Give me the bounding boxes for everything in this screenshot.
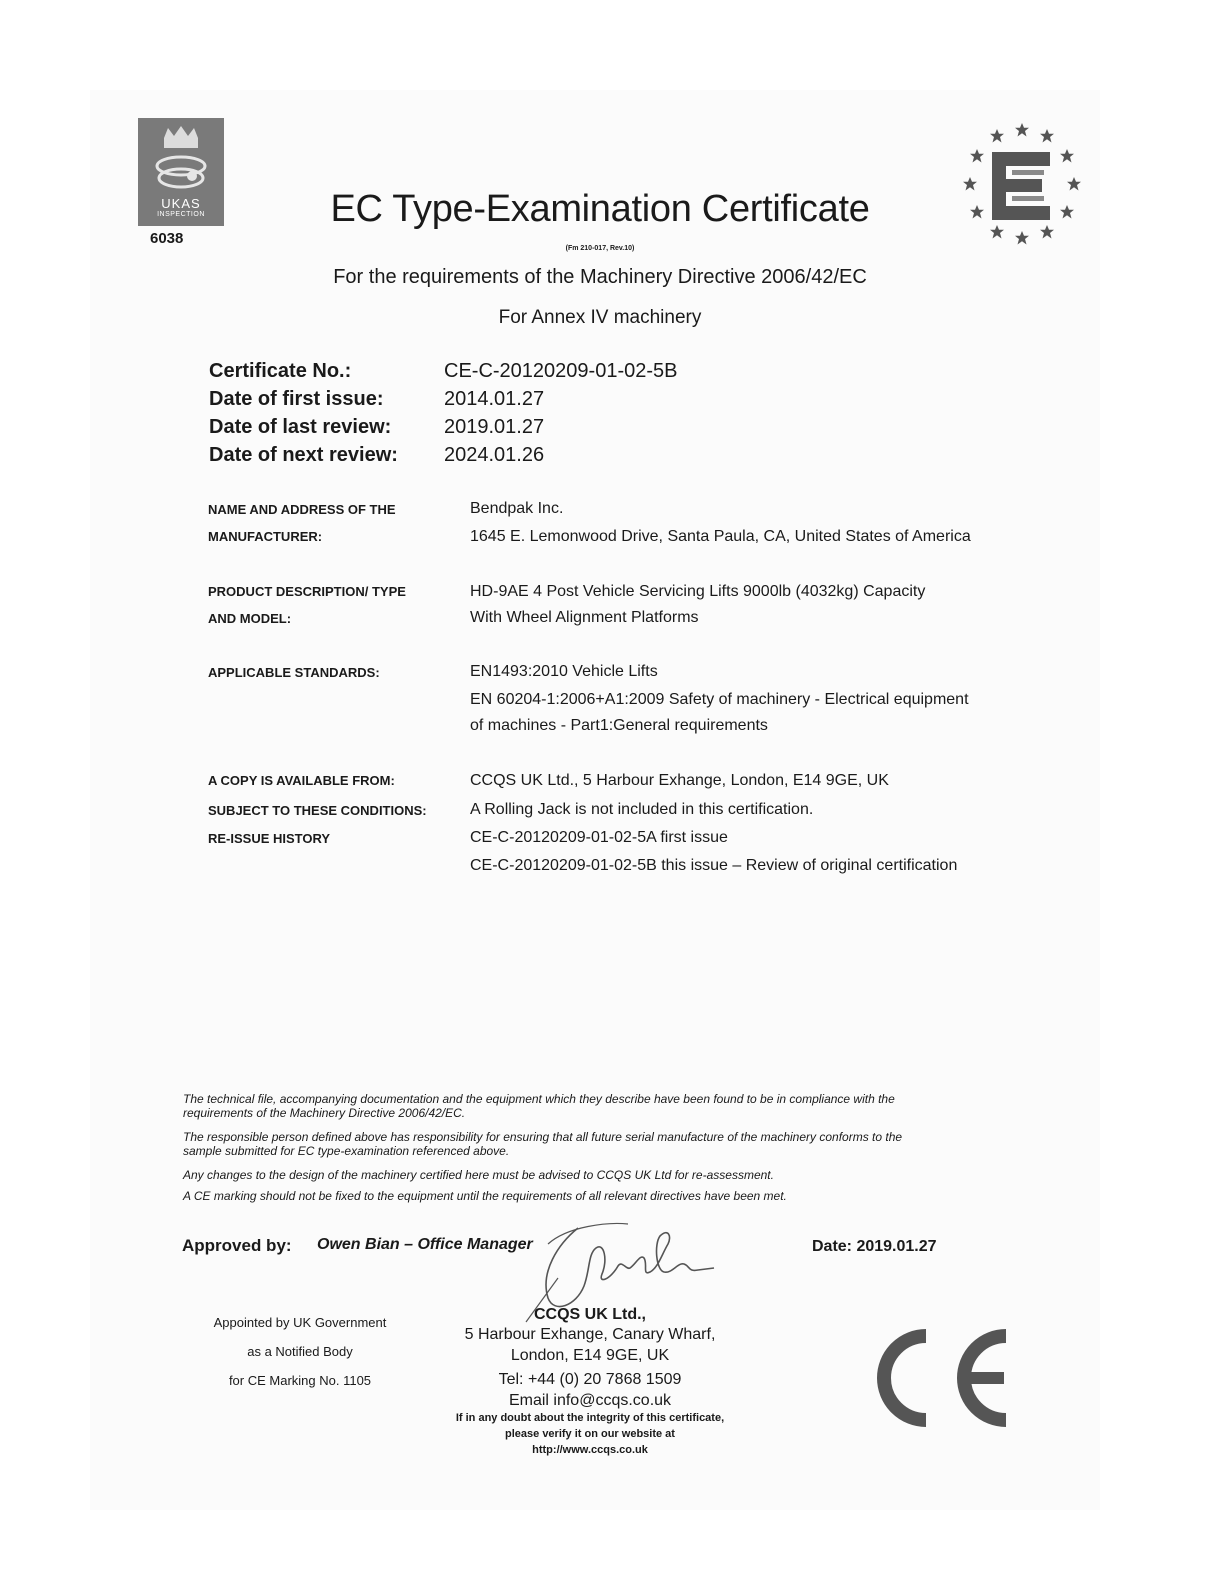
footnote-responsibility: The responsible person defined above has responsibility for ensuring that all future serial manufacture of the machinery conforms to the sample submitted for EC type-examination referenced above. <box>183 1130 903 1158</box>
approved-by-label: Approved by: <box>182 1236 292 1255</box>
ce-mark-logo <box>866 1322 1016 1434</box>
appointed-line-3: for CE Marking No. 1105 <box>228 1373 372 1388</box>
first-issue-value: 2014.01.27 <box>444 388 545 410</box>
manufacturer-label-line1: NAME AND ADDRESS OF THE <box>208 502 396 517</box>
next-review-label: Date of next review: <box>209 444 398 466</box>
company-name: CCQS UK Ltd., <box>534 1306 646 1323</box>
conditions-value: A Rolling Jack is not included in this certification. <box>470 801 814 818</box>
manufacturer-address: 1645 E. Lemonwood Drive, Santa Paula, CA, United States of America <box>470 528 971 545</box>
verify-line-1: If in any doubt about the integrity of this certificate, <box>455 1412 725 1424</box>
copy-value: CCQS UK Ltd., 5 Harbour Exhange, London, E14 9GE, UK <box>470 772 889 789</box>
e-mark-logo <box>954 118 1090 254</box>
product-description: HD-9AE 4 Post Vehicle Servicing Lifts 9000lb (4032kg) Capacity <box>470 583 926 600</box>
ukas-badge-subtext: INSPECTION <box>157 211 205 218</box>
form-reference: (Fm 210-017, Rev.10) <box>565 245 635 252</box>
appointed-line-2: as a Notified Body <box>247 1344 353 1359</box>
certificate-number-label: Certificate No.: <box>209 360 352 382</box>
reissue-line-2: CE-C-20120209-01-02-5B this issue – Review of original certification <box>470 857 958 874</box>
standards-label: APPLICABLE STANDARDS: <box>208 665 380 680</box>
standard-2: EN 60204-1:2006+A1:2009 Safety of machinery - Electrical equipment <box>470 691 969 708</box>
approval-date: Date: 2019.01.27 <box>812 1238 937 1255</box>
standard-1: EN1493:2010 Vehicle Lifts <box>470 663 658 680</box>
company-email: Email info@ccqs.co.uk <box>508 1392 672 1409</box>
company-address-1: 5 Harbour Exhange, Canary Wharf, <box>464 1326 716 1343</box>
copy-label: A COPY IS AVAILABLE FROM: <box>208 773 395 788</box>
company-address-2: London, E14 9GE, UK <box>510 1347 670 1364</box>
company-tel: Tel: +44 (0) 20 7868 1509 <box>498 1371 682 1388</box>
annex-subtitle: For Annex IV machinery <box>498 307 702 328</box>
footnote-compliance: The technical file, accompanying documentation and the equipment which they describe have been found to be in compliance with the requirements of the Machinery Directive 2006/42/EC. <box>183 1092 895 1120</box>
ukas-number: 6038 <box>150 230 184 247</box>
product-label-line2: AND MODEL: <box>208 611 292 626</box>
crown-icon <box>160 124 202 150</box>
last-review-label: Date of last review: <box>209 416 392 438</box>
first-issue-label: Date of first issue: <box>209 388 384 410</box>
directive-subtitle: For the requirements of the Machinery Directive 2006/42/EC <box>333 266 867 288</box>
certificate-number-value: CE-C-20120209-01-02-5B <box>444 360 678 382</box>
footnote-ce-marking: A CE marking should not be fixed to the equipment until the requirements of all relevant directives have been met. <box>183 1189 787 1203</box>
verify-line-2: please verify it on our website at <box>505 1428 675 1440</box>
approver-name: Owen Bian – Office Manager <box>317 1236 533 1253</box>
ukas-swirl-icon <box>152 152 210 192</box>
product-label-line1: PRODUCT DESCRIPTION/ TYPE <box>208 584 406 599</box>
conditions-label: SUBJECT TO THESE CONDITIONS: <box>208 803 427 818</box>
standard-2-cont: of machines - Part1:General requirements <box>470 717 768 734</box>
product-description-cont: With Wheel Alignment Platforms <box>470 609 699 626</box>
manufacturer-label-line2: MANUFACTURER: <box>208 529 323 544</box>
last-review-value: 2019.01.27 <box>444 416 545 438</box>
ukas-badge-text: UKAS <box>161 196 201 211</box>
appointed-line-1: Appointed by UK Government <box>213 1315 387 1330</box>
document-title: EC Type-Examination Certificate <box>330 188 870 230</box>
reissue-label: RE-ISSUE HISTORY <box>208 831 331 846</box>
company-website[interactable]: http://www.ccqs.co.uk <box>532 1444 648 1456</box>
reissue-line-1: CE-C-20120209-01-02-5A first issue <box>470 829 728 846</box>
manufacturer-name: Bendpak Inc. <box>470 500 564 517</box>
next-review-value: 2024.01.26 <box>444 444 545 466</box>
footnote-changes: Any changes to the design of the machinery certified here must be advised to CCQS UK Ltd for re-assessment. <box>183 1168 774 1182</box>
